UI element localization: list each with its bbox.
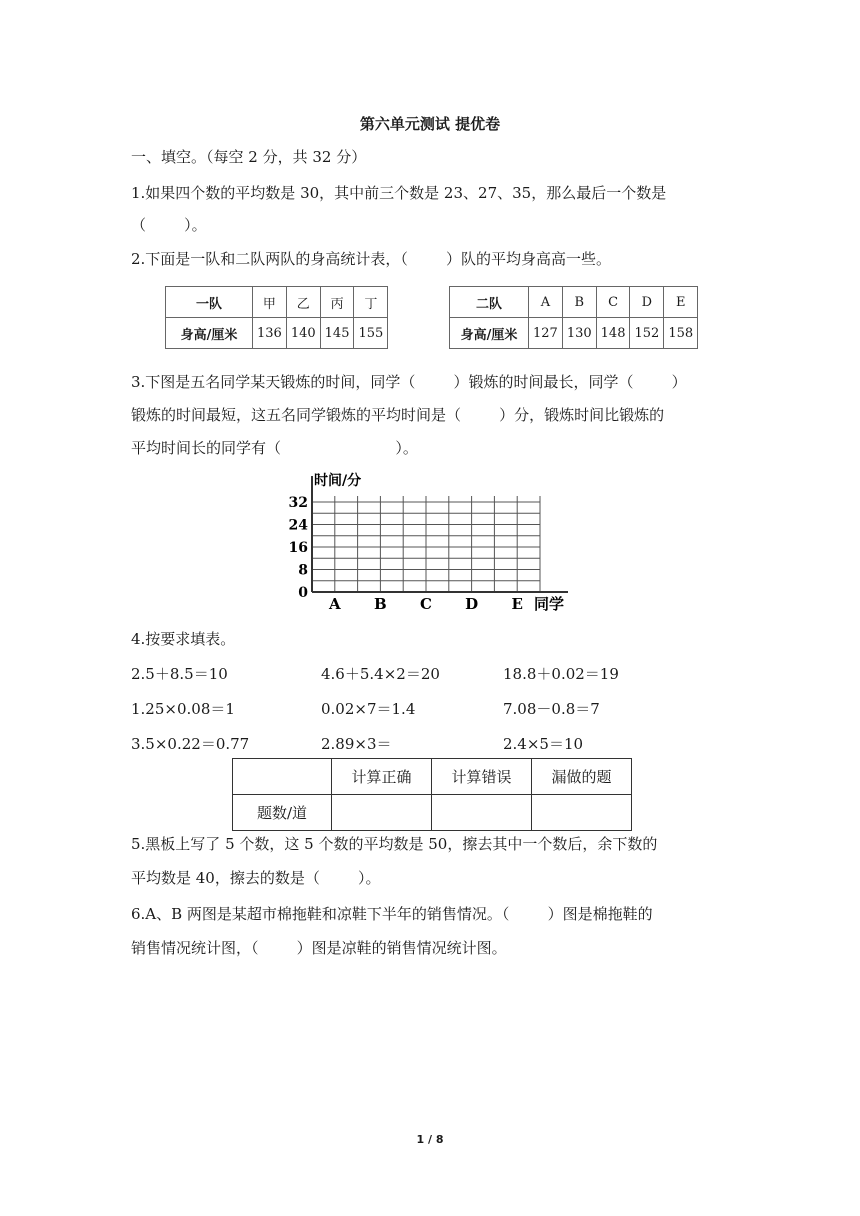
y-tick-label: 8: [298, 562, 308, 579]
team2-value-cell: 148: [596, 318, 630, 349]
team2-value-cell: 130: [562, 318, 596, 349]
team1-value-cell: 140: [286, 318, 320, 349]
team1-value-cell: 145: [320, 318, 354, 349]
x-axis-label: 同学: [534, 595, 565, 613]
y-axis-label: 时间/分: [314, 473, 362, 489]
q2-line1: 2.下面是一队和二队两队的身高统计表，（ ）队的平均身高高一些。: [131, 250, 611, 268]
equation: 2.5＋8.5＝10: [131, 665, 228, 683]
answer-table-header: 计算错误: [432, 759, 532, 795]
q3-line3: 平均时间长的同学有（ ）。: [131, 439, 418, 457]
equation: 3.5×0.22＝0.77: [131, 735, 250, 753]
equation: 1.25×0.08＝1: [131, 700, 235, 718]
team2-value-cell: 127: [529, 318, 563, 349]
q5-line2: 平均数是 40，擦去的数是（ ）。: [131, 869, 381, 887]
y-tick-label: 0: [298, 585, 308, 601]
chart-grid: [312, 496, 540, 592]
page-title: 第六单元测试 提优卷: [359, 115, 501, 133]
y-tick-label: 16: [288, 540, 308, 556]
team2-header-cell: 二队: [450, 287, 529, 318]
q5-line1: 5.黑板上写了 5 个数，这 5 个数的平均数是 50，擦去其中一个数后，余下数的: [131, 835, 658, 853]
q1-line1: 1.如果四个数的平均数是 30，其中前三个数是 23、27、35，那么最后一个数是: [131, 184, 667, 202]
answer-table-header: 计算正确: [332, 759, 432, 795]
team1-header-cell: 乙: [286, 287, 320, 318]
team2-header-cell: E: [664, 287, 698, 318]
team1-row-label: 身高/厘米: [166, 318, 253, 349]
equation: 2.89×3＝: [321, 735, 392, 753]
equation: 0.02×7＝1.4: [321, 700, 416, 718]
team2-row-label: 身高/厘米: [450, 318, 529, 349]
team2-header-cell: B: [562, 287, 596, 318]
x-category-label: B: [374, 595, 387, 613]
answer-cell-missed[interactable]: [532, 795, 632, 831]
x-category-label: A: [328, 595, 341, 613]
team1-header-cell: 丁: [354, 287, 388, 318]
answer-table-header: [233, 759, 332, 795]
exercise-time-chart: [278, 466, 588, 616]
q4-line1: 4.按要求填表。: [131, 630, 236, 648]
q1-line2: （ ）。: [131, 216, 207, 234]
answer-table: [232, 758, 632, 831]
team2-value-cell: 152: [630, 318, 664, 349]
answer-table-row-label: 题数/道: [233, 795, 332, 831]
x-category-label: E: [511, 595, 523, 613]
team2-header-cell: A: [529, 287, 563, 318]
answer-cell-correct[interactable]: [332, 795, 432, 831]
y-tick-label: 24: [288, 517, 308, 534]
y-tick-label: 32: [288, 495, 308, 511]
section-heading: 一、填空。（每空 2 分，共 32 分）: [131, 148, 367, 166]
equation: 7.08－0.8＝7: [503, 700, 600, 718]
team1-header-cell: 甲: [253, 287, 287, 318]
team2-value-cell: 158: [664, 318, 698, 349]
equation: 2.4×5＝10: [503, 735, 584, 753]
team2-header-cell: D: [630, 287, 664, 318]
equation: 4.6＋5.4×2＝20: [321, 665, 440, 683]
page-number: 1 / 8: [416, 1133, 444, 1146]
q3-line2: 锻炼的时间最短，这五名同学锻炼的平均时间是（ ）分，锻炼时间比锻炼的: [131, 406, 665, 424]
equation: 18.8＋0.02＝19: [503, 665, 619, 683]
q6-line2: 销售情况统计图，（ ）图是凉鞋的销售情况统计图。: [131, 939, 507, 957]
answer-table-header: 漏做的题: [532, 759, 632, 795]
x-category-label: C: [420, 595, 432, 613]
team1-header-cell: 丙: [320, 287, 354, 318]
team1-value-cell: 136: [253, 318, 287, 349]
answer-cell-wrong[interactable]: [432, 795, 532, 831]
q6-line1: 6.A、B 两图是某超市棉拖鞋和凉鞋下半年的销售情况。（ ）图是棉拖鞋的: [131, 905, 653, 923]
team1-header-cell: 一队: [166, 287, 253, 318]
team1-height-table: [165, 286, 388, 349]
team2-header-cell: C: [596, 287, 630, 318]
x-category-label: D: [465, 595, 479, 613]
team1-value-cell: 155: [354, 318, 388, 349]
team2-height-table: [449, 286, 698, 349]
q3-line1: 3.下图是五名同学某天锻炼的时间，同学（ ）锻炼的时间最长，同学（ ）: [131, 373, 687, 391]
